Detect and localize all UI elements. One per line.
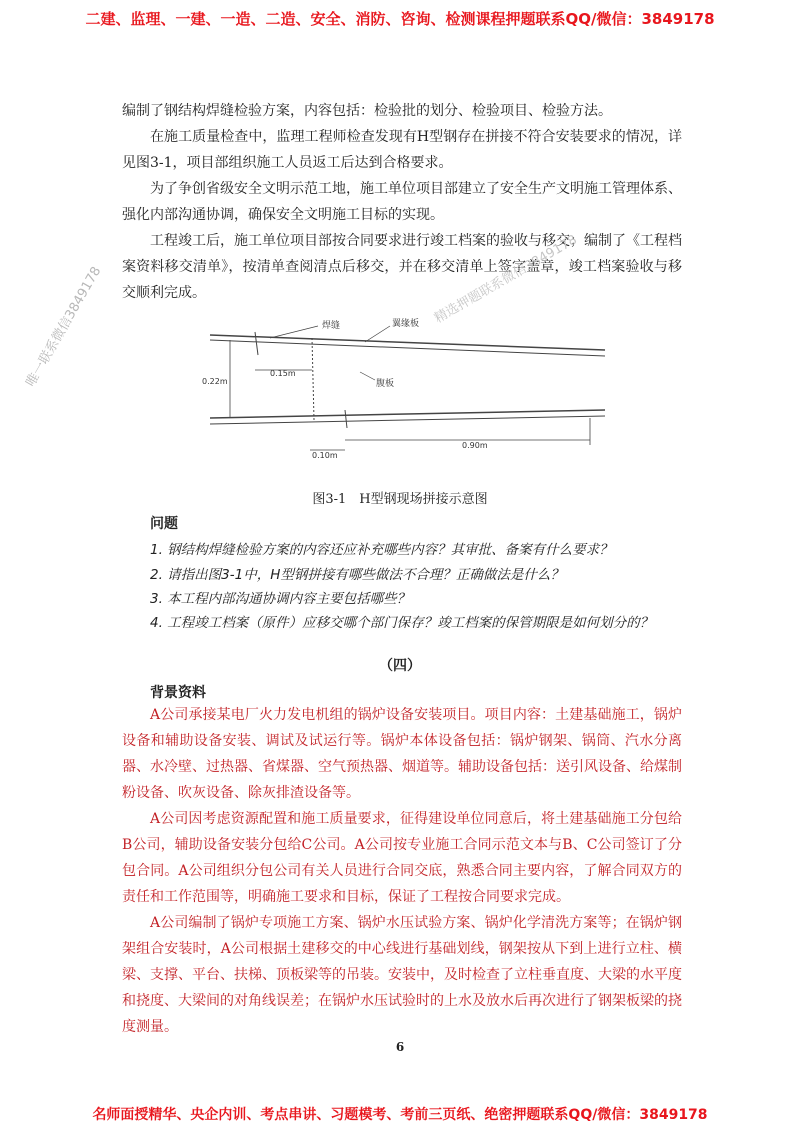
weld-label: 焊缝 bbox=[322, 321, 341, 331]
web-label: 腹板 bbox=[376, 379, 395, 389]
question-1: 1. 钢结构焊缝检验方案的内容还应补充哪些内容？其审批、备案有什么要求？ bbox=[150, 542, 613, 558]
background-heading: 背景资料 bbox=[150, 685, 206, 701]
paragraph-3: 为了争创省级安全文明示范工地，施工单位项目部建立了安全生产文明施工管理体系、强化内部沟通协调，确保安全文明施工目标的实现。 bbox=[122, 181, 682, 223]
h-beam-splice-diagram bbox=[200, 310, 620, 470]
question-4: 4. 工程竣工档案（原件）应移交哪个部门保存？竣工档案的保管期限是如何划分的？ bbox=[150, 615, 654, 631]
dimension-010: 0.10m bbox=[312, 451, 338, 460]
question-2: 2. 请指出图3-1中，H型钢拼接有哪些做法不合理？正确做法是什么？ bbox=[150, 567, 564, 583]
watermark-left: 唯一联系微信3849178 bbox=[23, 264, 105, 390]
background-paragraph-2: A公司因考虑资源配置和施工质量要求，征得建设单位同意后，将土建基础施工分包给B公司，辅助设备安装分包给C公司。A公司按专业施工合同示范文本与B、C公司签订了分包合同。A公司组织分包公司有关人员进行合同交底，熟悉合同主要内容，了解合同双方的责任和工作范围等，明确施工要求和目标，保证了工程按合同要求完成。 bbox=[122, 811, 682, 905]
watermark-right: 精选押题联系微信3849178 bbox=[432, 232, 580, 327]
dimension-015: 0.15m bbox=[270, 369, 296, 378]
top-promo-banner: 二建、监理、一建、一造、二造、安全、消防、咨询、检测课程押题联系QQ/微信：3849178 bbox=[85, 10, 715, 28]
background-paragraph-1: A公司承接某电厂火力发电机组的锅炉设备安装项目。项目内容：土建基础施工，锅炉设备和辅助设备安装、调试及试运行等。锅炉本体设备包括：锅炉钢架、锅筒、汽水分离器、水冷壁、过热器、省煤器、空气预热器、烟道等。辅助设备包括：送引风设备、给煤制粉设备、吹灰设备、除灰排渣设备等。 bbox=[122, 707, 682, 801]
flange-label: 翼缘板 bbox=[392, 319, 420, 329]
page-number: 6 bbox=[395, 1040, 405, 1054]
questions-heading: 问题 bbox=[150, 516, 178, 532]
paragraph-2: 在施工质量检查中，监理工程师检查发现有H型钢存在拼接不符合安装要求的情况，详见图3-1，项目部组织施工人员返工后达到合格要求。 bbox=[122, 129, 682, 171]
bottom-promo-banner: 名师面授精华、央企内训、考点串讲、习题模考、考前三页纸、绝密押题联系QQ/微信：3849178 bbox=[92, 1107, 708, 1123]
dimension-090: 0.90m bbox=[462, 441, 488, 450]
question-3: 3. 本工程内部沟通协调内容主要包括哪些？ bbox=[150, 591, 411, 607]
figure-caption: 图3-1 H型钢现场拼接示意图 bbox=[312, 492, 488, 507]
paragraph-4: 工程竣工后，施工单位项目部按合同要求进行竣工档案的验收与移交；编制了《工程档案资料移交清单》，按清单查阅清点后移交，并在移交清单上签字盖章，竣工档案验收与移交顺利完成。 bbox=[122, 233, 682, 301]
height-dimension: 0.22m bbox=[202, 377, 228, 386]
section-title: （四） bbox=[379, 658, 421, 674]
background-paragraph-3: A公司编制了锅炉专项施工方案、锅炉水压试验方案、锅炉化学清洗方案等；在锅炉钢架组合安装时，A公司根据土建移交的中心线进行基础划线，钢架按从下到上进行立柱、横梁、支撑、平台、扶梯、顶板梁等的吊装。安装中，及时检查了立柱垂直度、大梁的水平度和挠度、大梁间的对角线误差；在锅炉水压试验时的上水及放水后再次进行了钢架板梁的挠度测量。 bbox=[122, 915, 682, 1035]
paragraph-1: 编制了钢结构焊缝检验方案，内容包括：检验批的划分、检验项目、检验方法。 bbox=[122, 103, 612, 119]
